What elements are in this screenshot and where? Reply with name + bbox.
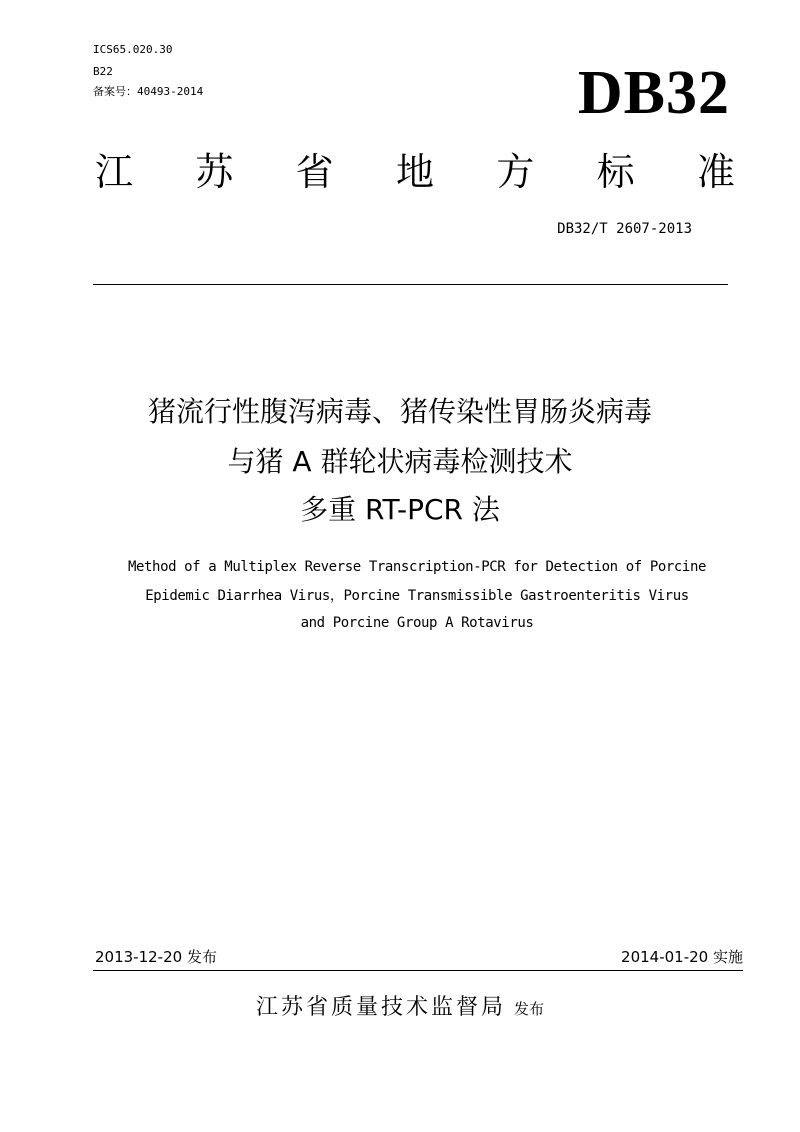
english-title-line-1: Method of a Multiplex Reverse Transcription-PCR for Detection of Porcine [127, 559, 707, 575]
english-title-line-3: and Porcine Group A Rotavirus [300, 615, 534, 631]
standard-number: DB32/T 2607-2013 [557, 221, 692, 237]
chinese-title-line-1: 猪流行性腹泻病毒、猪传染性胃肠炎病毒 [147, 395, 652, 428]
chinese-title-line-2: 与猪 A 群轮状病毒检测技术 [227, 445, 573, 478]
heading-char: 江 [95, 150, 134, 194]
header-divider [93, 284, 728, 285]
publisher-suffix: 发布 [514, 1000, 545, 1018]
issue-date: 2013-12-20 发布 [95, 948, 217, 966]
classification-code: B22 [93, 65, 113, 78]
chinese-title-line-3: 多重 RT-PCR 法 [300, 493, 500, 526]
implementation-date: 2014-01-20 实施 [621, 948, 743, 966]
heading-char: 准 [696, 150, 735, 194]
record-number: 备案号：40493-2014 [93, 85, 204, 98]
heading-char: 苏 [195, 150, 234, 194]
publisher-name: 江苏省质量技术监督局 [255, 995, 506, 1020]
heading-char: 省 [295, 150, 334, 194]
heading-char: 地 [395, 150, 434, 194]
standard-type-heading [95, 148, 735, 196]
publisher-line [0, 990, 800, 1021]
english-title-line-2: Epidemic Diarrhea Virus，Porcine Transmissible Gastroenteritis Virus [145, 588, 689, 604]
footer-divider [93, 970, 743, 971]
ics-code: ICS65.020.30 [93, 43, 173, 56]
standard-logo: DB32 [577, 59, 730, 127]
heading-char: 方 [496, 150, 535, 194]
heading-char: 标 [596, 150, 635, 194]
